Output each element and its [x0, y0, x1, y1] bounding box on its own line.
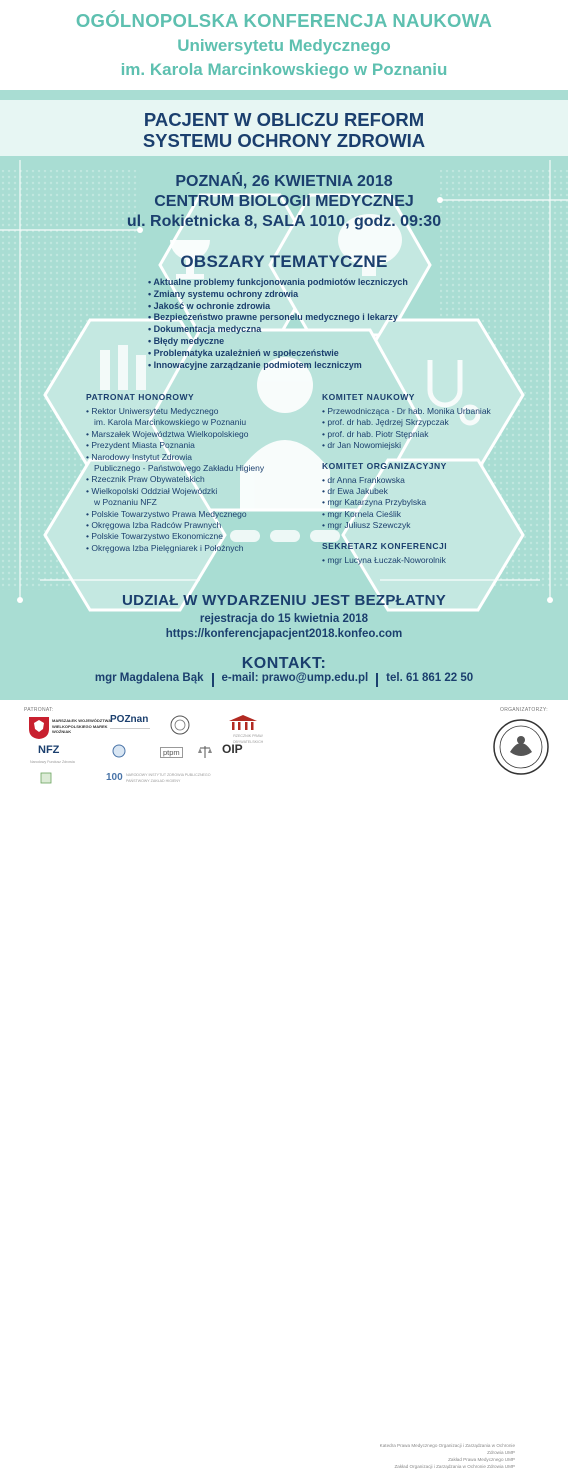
rzecznik-building-icon: [228, 714, 258, 732]
title-line-1: PACJENT W OBLICZU REFORM: [143, 109, 425, 130]
header-line-3: im. Karola Marcinkowskiego w Poznaniu: [120, 60, 448, 79]
list-item: • mgr Lucyna Łuczak-Noworolnik: [322, 555, 532, 566]
list-item: • prof. dr hab. Piotr Stępniak: [322, 429, 532, 440]
logo-oip: OIP: [222, 742, 243, 756]
list-item: • Problematyka uzależnień w społeczeństwie: [148, 348, 448, 360]
secretary-list: [322, 555, 532, 566]
list-item: • Polskie Towarzystwo Ekonomiczne: [86, 531, 286, 542]
logo-100-text: NARODOWY INSTYTUT ZDROWIA PUBLICZNEGO PAŃSTWOWY ZAKŁAD HIGIENY: [126, 773, 211, 783]
list-item: • Marszałek Województwa Wielkopolskiego: [86, 429, 286, 440]
list-item: • Rektor Uniwersytetu Medycznego im. Karola Marcinkowskiego w Poznaniu: [86, 406, 286, 429]
organizers-list: [365, 1442, 515, 1470]
contact-row: [0, 672, 568, 687]
logo-ptpm: ptpm: [160, 747, 183, 758]
organizer-line: Zakład Prawa Medycznego UMP: [448, 1457, 515, 1462]
contact-title: KONTAKT:: [241, 655, 327, 672]
logo-100: 100: [106, 772, 123, 783]
footer: [0, 700, 568, 1469]
registration-deadline: rejestracja do 15 kwietnia 2018: [199, 613, 369, 625]
list-item: • Wielkopolski Oddział Wojewódzki w Poznaniu NFZ: [86, 486, 286, 509]
list-item: • Jakość w ochronie zdrowia: [148, 301, 448, 313]
list-item: • Innowacyjne zarządzanie podmiotem leczniczym: [148, 360, 448, 372]
poster-background: [0, 0, 568, 700]
patronage-column: [86, 392, 286, 554]
organizers-label: ORGANIZATORZY:: [500, 707, 548, 713]
institution-icon: [112, 744, 126, 758]
committees-column: [322, 392, 532, 566]
logo-nfz-sub: Narodowy Fundusz Zdrowia: [30, 760, 75, 764]
list-item: • Aktualne problemy funkcjonowania podmiotów leczniczych: [148, 277, 448, 289]
conference-header: [0, 0, 568, 90]
green-logo-icon: [40, 772, 52, 784]
list-item: • Zmiany systemu ochrony zdrowia: [148, 289, 448, 301]
header-line-2: Uniwersytetu Medycznego: [177, 36, 391, 55]
registration-link[interactable]: https://konferencjapacjent2018.konfeo.com: [165, 628, 403, 640]
organizing-committee-title: KOMITET ORGANIZACYJNY: [322, 460, 447, 471]
divider: [110, 728, 150, 734]
list-item: • dr Ewa Jakubek: [322, 486, 532, 497]
organizer-line: Zakład Organizacji i Zarządzania w Ochronie Zdrowia UMP: [394, 1464, 515, 1469]
contact-name: mgr Magdalena Bąk: [94, 672, 204, 684]
secretary-title: SEKRETARZ KONFERENCJI: [322, 540, 448, 551]
list-item: • Okręgowa Izba Pielęgniarek i Położnych: [86, 543, 286, 554]
list-item: • Prezydent Miasta Poznania: [86, 440, 286, 451]
event-venue: CENTRUM BIOLOGII MEDYCZNEJ: [154, 193, 414, 210]
event-date: POZNAŃ, 26 KWIETNIA 2018: [175, 173, 393, 190]
list-item: • Narodowy Instytut Zdrowia Publicznego - Państwowego Zakładu Higieny: [86, 452, 286, 475]
list-item: • Polskie Towarzystwo Prawa Medycznego: [86, 509, 286, 520]
header-line-1: OGÓLNOPOLSKA KONFERENCJA NAUKOWA: [75, 10, 493, 31]
registration-info: [0, 612, 568, 642]
list-item: • Przewodnicząca - Dr hab. Monika Urbaniak: [322, 406, 532, 417]
contact-phone[interactable]: tel. 61 861 22 50: [386, 672, 474, 684]
logo-poznan: POZnan: [110, 714, 149, 725]
ump-seal-icon: [492, 718, 550, 776]
event-address: ul. Rokietnicka 8, SALA 1010, godz. 09:30: [126, 213, 442, 230]
scales-icon: [198, 744, 212, 760]
list-item: • Błędy medyczne: [148, 336, 448, 348]
list-item: • mgr Juliusz Szewczyk: [322, 520, 532, 531]
logo-rzecznik-text: RZECZNIK PRAW OBYWATELSKICH: [232, 734, 264, 744]
title-band: [0, 100, 568, 156]
organizing-committee-list: [322, 475, 532, 532]
list-item: • Rzecznik Praw Obywatelskich: [86, 474, 286, 485]
list-item: • dr Anna Frankowska: [322, 475, 532, 486]
areas-list: [148, 277, 448, 371]
list-item: • dr Jan Nowomiejski: [322, 440, 532, 451]
patronage-list: [86, 406, 286, 554]
organizer-line: Katedra Prawa Medycznego Organizacji i Zarządzania w Ochronie Zdrowia UMP: [379, 1443, 515, 1455]
list-item: • Bezpieczeństwo prawne personelu medycznego i lekarzy: [148, 312, 448, 324]
university-seal-icon: [170, 715, 190, 735]
patronage-label: PATRONAT:: [24, 707, 54, 713]
logo-marszalek-text: MARSZAŁEK WOJEWÓDZTWA WIELKOPOLSKIEGO MAREK WOŹNIAK: [52, 718, 111, 734]
free-participation-heading: UDZIAŁ W WYDARZENIU JEST BEZPŁATNY: [121, 592, 447, 609]
patronage-title: PATRONAT HONOROWY: [86, 392, 195, 402]
list-item: • Okręgowa Izba Radców Prawnych: [86, 520, 286, 531]
list-item: • Dokumentacja medyczna: [148, 324, 448, 336]
contact-email[interactable]: e-mail: prawo@ump.edu.pl: [221, 672, 369, 684]
scientific-committee-title: KOMITET NAUKOWY: [322, 392, 415, 402]
coat-of-arms-icon: [28, 716, 50, 740]
list-item: • prof. dr hab. Jędrzej Skrzypczak: [322, 417, 532, 428]
title-line-2: SYSTEMU OCHRONY ZDROWIA: [142, 130, 426, 151]
list-item: • mgr Katarzyna Przybylska: [322, 497, 532, 508]
event-details: [0, 172, 568, 232]
logo-nfz: NFZ: [38, 744, 60, 756]
list-item: • mgr Kornela Cieślik: [322, 509, 532, 520]
areas-title: OBSZARY TEMATYCZNE: [180, 252, 388, 271]
scientific-committee-list: [322, 406, 532, 452]
